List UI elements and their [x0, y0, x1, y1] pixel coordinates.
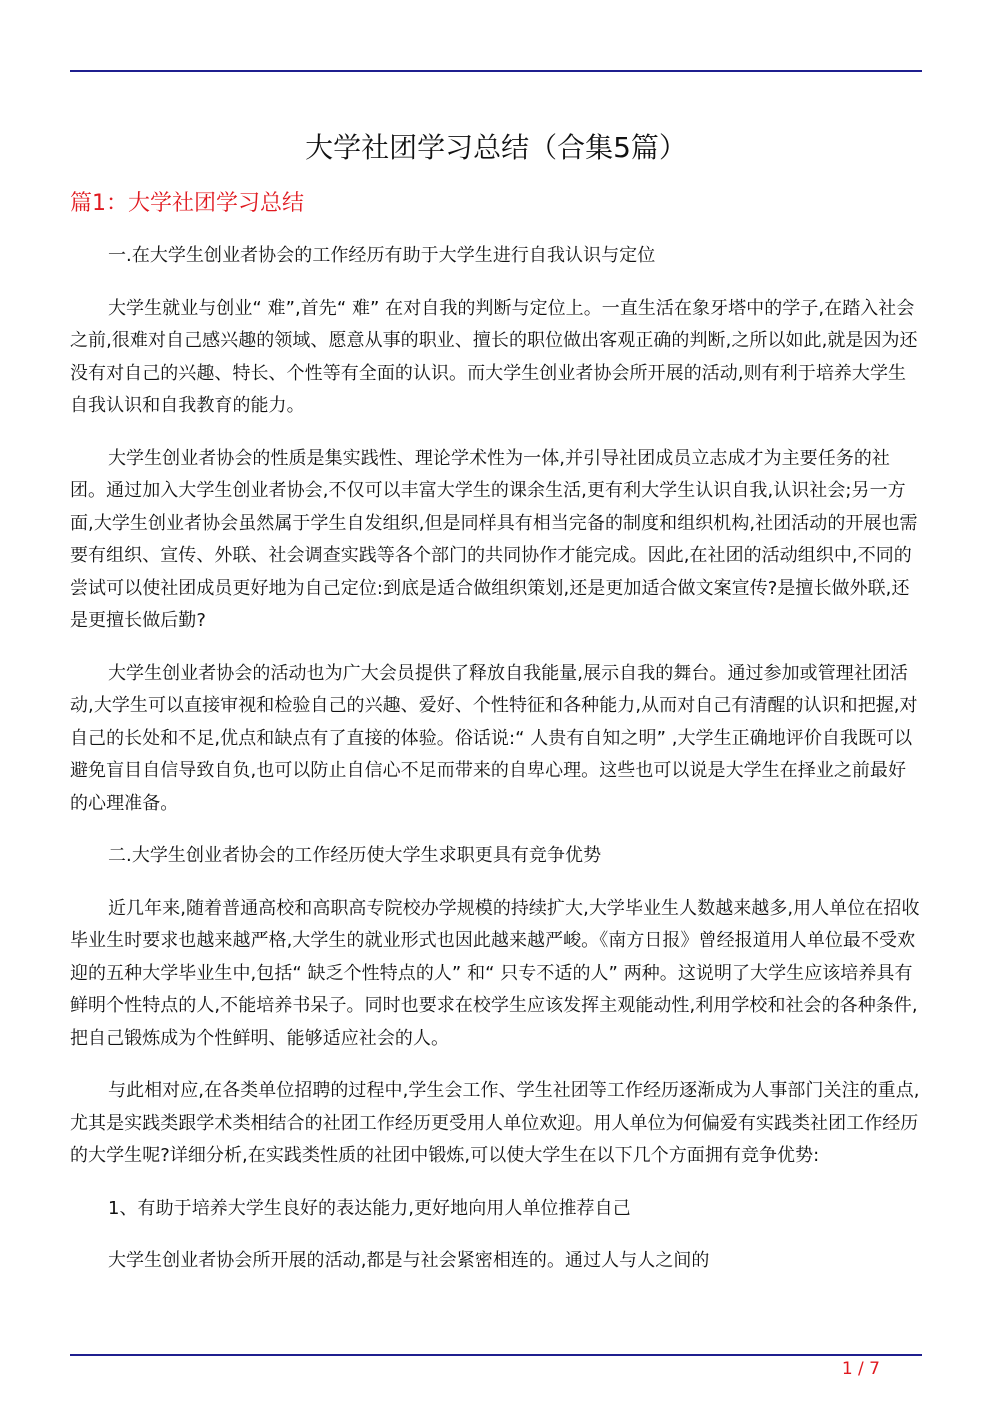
section-heading: 篇1：大学社团学习总结 — [70, 191, 304, 216]
paragraph: 大学生创业者协会所开展的活动,都是与社会紧密相连的。通过人与人之间的 — [108, 1250, 710, 1271]
footer-rule — [70, 1354, 922, 1356]
paragraph: 大学生就业与创业“ 难”,首先“ 难” 在对自我的判断与定位上。一直生活在象牙塔中的学子,在踏入社会之前,很难对自己感兴趣的领域、愿意从事的职业、擅长的职位做出客观正确的判断,之所以如此,就是因为还没有对自己的兴趣、特长、个性等有全面的认识。而大学生创业者协会所开展的活动,则有利于培养大学生自我认识和自我教育的能力。 — [70, 297, 918, 416]
paragraph: 与此相对应,在各类单位招聘的过程中,学生会工作、学生社团等工作经历逐渐成为人事部门关注的重点,尤其是实践类跟学术类相结合的社团工作经历更受用人单位欢迎。用人单位为何偏爱有实践类社团工作经历的大学生呢?详细分析,在实践类性质的社团中锻炼,可以使大学生在以下几个方面拥有竞争优势: — [70, 1080, 920, 1166]
paragraph: 大学生创业者协会的活动也为广大会员提供了释放自我能量,展示自我的舞台。通过参加或管理社团活动,大学生可以直接审视和检验自己的兴趣、爱好、个性特征和各种能力,从而对自己有清醒的认识和把握,对自己的长处和不足,优点和缺点有了直接的体验。俗话说:“ 人贵有自知之明” ,大学生正确地评价自我既可以避免盲目自信导致自负,也可以防止自信心不足而带来的自卑心理。这些也可以说是大学生在择业之前最好的心理准备。 — [70, 662, 918, 814]
paragraph: 大学生创业者协会的性质是集实践性、理论学术性为一体,并引导社团成员立志成才为主要任务的社团。通过加入大学生创业者协会,不仅可以丰富大学生的课余生活,更有利大学生认识自我,认识社会;另一方面,大学生创业者协会虽然属于学生自发组织,但是同样具有相当完备的制度和组织机构,社团活动的开展也需要有组织、宣传、外联、社会调查实践等各个部门的共同协作才能完成。因此,在社团的活动组织中,不同的尝试可以使社团成员更好地为自己定位:到底是适合做组织策划,还是更加适合做文案宣传?是擅长做外联,还是更擅长做后勤? — [70, 447, 918, 631]
document-title: 大学社团学习总结（合集5篇） — [305, 131, 687, 164]
paragraph-subheading-1: 1、有助于培养大学生良好的表达能力,更好地向用人单位推荐自己 — [108, 1197, 631, 1219]
page-indicator: 1 / 7 — [841, 1359, 880, 1379]
header-rule — [70, 70, 922, 72]
document-body — [70, 240, 922, 1298]
paragraph-heading-2: 二.大学生创业者协会的工作经历使大学生求职更具有竞争优势 — [108, 845, 602, 866]
paragraph: 近几年来,随着普通高校和高职高专院校办学规模的持续扩大,大学毕业生人数越来越多,用人单位在招收毕业生时要求也越来越严格,大学生的就业形式也因此越来越严峻。《南方日报》曾经报道用人单位最不受欢迎的五种大学毕业生中,包括“ 缺乏个性特点的人” 和“ 只专不适的人” 两种。这说明了大学生应该培养具有鲜明个性特点的人,不能培养书呆子。同时也要求在校学生应该发挥主观能动性,利用学校和社会的各种条件,把自己锻炼成为个性鲜明、能够适应社会的人。 — [70, 897, 920, 1049]
paragraph-heading-1: 一.在大学生创业者协会的工作经历有助于大学生进行自我认识与定位 — [108, 245, 656, 266]
